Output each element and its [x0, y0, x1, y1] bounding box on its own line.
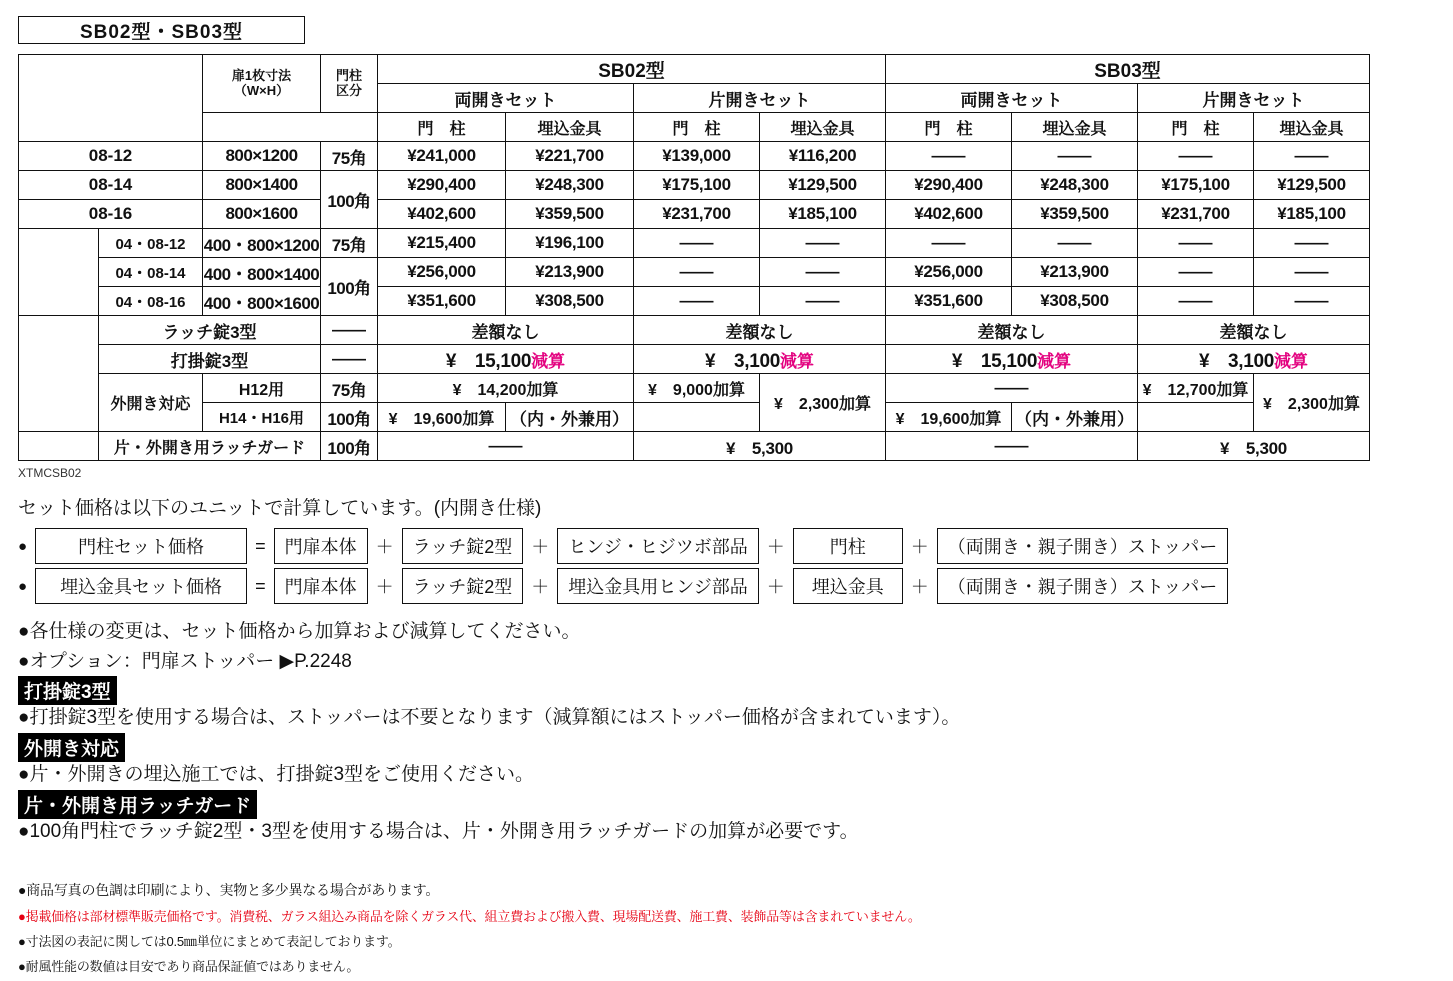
row-post-class: 100角: [321, 171, 378, 229]
cell-price: ¥129,500: [760, 171, 886, 200]
header-door-size: 扉1枚寸法 （W×H）: [203, 55, 321, 113]
note-line-5: ●100角門柱でラッチ錠2型・3型を使用する場合は、片・外開き用ラッチガードの加算が必要です。: [18, 821, 859, 842]
cell-price: ¥175,100: [1138, 171, 1254, 200]
formula-plus: ＋: [766, 537, 785, 557]
row-name: 片・外開き用ラッチガード: [99, 432, 321, 461]
cell-price: ¥231,700: [1138, 200, 1254, 229]
cell-price: ——: [1012, 229, 1138, 258]
cell-value: 差額なし: [634, 316, 886, 345]
cell-price: ¥213,900: [1012, 258, 1138, 287]
tag-latch-guard: 片・外開き用ラッチガード: [18, 790, 257, 819]
row-name: 04・08-14: [99, 258, 203, 287]
footnote-item: ●商品写真の色調は印刷により、実物と多少異なる場合があります。: [18, 882, 440, 898]
row-post-class: ——: [321, 316, 378, 345]
header-sb03-single-embed: 埋込金具: [1254, 113, 1370, 142]
cell-price: ¥175,100: [634, 171, 760, 200]
formula-part: 門扉本体: [274, 568, 368, 604]
cell-price: ¥139,000: [634, 142, 760, 171]
cell-price: ¥213,900: [506, 258, 634, 287]
set-price-lead: セット価格は以下のユニットで計算しています。(内開き仕様): [18, 498, 542, 519]
footnote-item: ●掲載価格は部材標準販売価格です。消費税、ガラス組込み商品を除くガラス代、組立費および搬入費、現場配送費、施工費、装飾品等は含まれていません。: [18, 909, 921, 924]
row-post-class: 75角: [321, 142, 378, 171]
note-line-1: ●各仕様の変更は、セット価格から加算および減算してください。: [18, 621, 581, 642]
formula-plus: ＋: [766, 577, 785, 597]
formula-embed-set: [18, 568, 1228, 604]
cell-price: ¥351,600: [886, 287, 1012, 316]
table-row: [19, 229, 1370, 258]
table-header-row-1: [19, 55, 1370, 84]
formula-plus: ＋: [531, 577, 550, 597]
cell-price: ¥185,100: [760, 200, 886, 229]
cell-price: ——: [760, 258, 886, 287]
row-size: 800×1200: [203, 142, 321, 171]
row-post-class: 100角: [321, 258, 378, 316]
cell-note: （内・外兼用）: [506, 403, 634, 432]
header-name: 呼 称: [19, 55, 203, 142]
cell-price: ¥402,600: [886, 200, 1012, 229]
cell-price: ——: [634, 287, 760, 316]
cell-value: ¥ 14,200加算: [378, 374, 634, 403]
cell-value: [1138, 345, 1370, 374]
cell-value: ——: [378, 432, 634, 461]
formula-part: 埋込金具: [793, 568, 903, 604]
cell-price: ——: [1254, 142, 1370, 171]
footnote-item: ●耐風性能の数値は目安であり商品保証値ではありません。: [18, 959, 360, 974]
header-sb03: SB03型: [886, 55, 1370, 84]
row-post-class: 100角: [321, 432, 378, 461]
cell-price: ¥359,500: [506, 200, 634, 229]
cell-price: ¥351,600: [378, 287, 506, 316]
row-size: 400・800×1600: [203, 287, 321, 316]
formula-plus: ＋: [531, 537, 550, 557]
cell-value: ¥ 2,300加算: [1254, 374, 1370, 432]
cell-price: ¥256,000: [378, 258, 506, 287]
cell-price: ——: [1254, 229, 1370, 258]
header-sb03-single: 片開きセット: [1138, 84, 1370, 113]
row-name: H12用: [203, 374, 321, 403]
header-blank: [203, 113, 378, 142]
row-post-class: ——: [321, 345, 378, 374]
formula-label: 埋込金具セット価格: [35, 568, 247, 604]
header-sb03-double-embed: 埋込金具: [1012, 113, 1138, 142]
row-post-class: 75角: [321, 374, 378, 403]
row-post-class: 75角: [321, 229, 378, 258]
cell-price: ¥290,400: [886, 171, 1012, 200]
cell-price: ¥359,500: [1012, 200, 1138, 229]
footnote-item: ●寸法図の表記に関しては0.5㎜単位にまとめて表記しております。: [18, 934, 401, 949]
table-header-row-3: [19, 113, 1370, 142]
tag-uchikake: 打掛錠3型: [18, 676, 117, 705]
cell-value: ¥ 5,300: [1138, 432, 1370, 461]
row-name: 08-14: [19, 171, 203, 200]
cell-amount: ¥ 3,100: [704, 350, 780, 372]
row-group-oyako: 親 子: [19, 229, 99, 316]
cell-price: ——: [634, 229, 760, 258]
table-row: [19, 287, 1370, 316]
cell-value: ¥ 12,700加算: [1138, 374, 1254, 403]
formula-part: （両開き・親子開き）ストッパー: [937, 528, 1228, 564]
cell-amount: ¥ 15,100: [445, 350, 532, 372]
cell-price: ——: [886, 229, 1012, 258]
table-row: [19, 258, 1370, 287]
cell-value: 差額なし: [1138, 316, 1370, 345]
formula-part: ラッチ錠2型: [402, 528, 524, 564]
cell-price: ——: [1138, 258, 1254, 287]
cell-suffix: 減算: [780, 351, 814, 371]
row-size: 400・800×1200: [203, 229, 321, 258]
note-line-4: ●片・外開きの埋込施工では、打掛錠3型をご使用ください。: [18, 764, 535, 785]
cell-price: ¥116,200: [760, 142, 886, 171]
formula-part: 埋込金具用ヒンジ部品: [557, 568, 759, 604]
cell-price: ——: [1138, 142, 1254, 171]
product-code: XTMCSB02: [18, 466, 82, 480]
cell-price: ¥221,700: [506, 142, 634, 171]
row-post-class: 100角: [321, 403, 378, 432]
cell-price: ——: [760, 287, 886, 316]
cell-price: ¥185,100: [1254, 200, 1370, 229]
cell-value: [378, 345, 634, 374]
header-post-class: 門柱 区分: [321, 55, 378, 113]
cell-amount: ¥ 3,100: [1198, 350, 1274, 372]
bullet-icon: ●: [18, 537, 28, 555]
cell-price: ¥196,100: [506, 229, 634, 258]
formula-equals: =: [255, 575, 266, 596]
row-name: 打掛錠3型: [99, 345, 321, 374]
table-row: [19, 171, 1370, 200]
cell-price: ——: [760, 229, 886, 258]
table-row: [19, 432, 1370, 461]
row-name: ラッチ錠3型: [99, 316, 321, 345]
cell-price: ¥308,500: [1012, 287, 1138, 316]
row-name: 04・08-16: [99, 287, 203, 316]
cell-price: ¥215,400: [378, 229, 506, 258]
header-sb02-single-post: 門 柱: [634, 113, 760, 142]
table-row: [19, 142, 1370, 171]
formula-plus: ＋: [910, 537, 929, 557]
header-sb03-single-post: 門 柱: [1138, 113, 1254, 142]
formula-plus: ＋: [375, 537, 394, 557]
cell-price: ¥256,000: [886, 258, 1012, 287]
tag-outward: 外開き対応: [18, 733, 125, 762]
table-row: [19, 200, 1370, 229]
table-row: [19, 316, 1370, 345]
cell-value: ——: [886, 374, 1138, 403]
header-sb02: SB02型: [378, 55, 886, 84]
row-name: 08-16: [19, 200, 203, 229]
cell-value: [634, 345, 886, 374]
page-title: SB02型・SB03型: [18, 16, 305, 44]
formula-plus: ＋: [910, 577, 929, 597]
formula-part: 門柱: [793, 528, 903, 564]
cell-price: ¥241,000: [378, 142, 506, 171]
formula-label: 門柱セット価格: [35, 528, 247, 564]
cell-note: （内・外兼用）: [1012, 403, 1138, 432]
formula-plus: ＋: [375, 577, 394, 597]
cell-value: 差額なし: [378, 316, 634, 345]
bullet-icon: ●: [18, 577, 28, 595]
formula-part: ヒンジ・ヒジツボ部品: [557, 528, 759, 564]
row-name: 04・08-12: [99, 229, 203, 258]
price-table: [18, 54, 1370, 461]
row-group-option: 別売品: [19, 432, 99, 461]
cell-price: ——: [1138, 229, 1254, 258]
row-name: 08-12: [19, 142, 203, 171]
cell-price: ¥231,700: [634, 200, 760, 229]
table-row: [19, 374, 1370, 403]
note-line-2: ●オプション：門扉ストッパー ▶P.2248: [18, 651, 352, 672]
cell-value: ¥ 19,600加算: [378, 403, 506, 432]
cell-suffix: 減算: [1037, 351, 1072, 371]
cell-price: ¥290,400: [378, 171, 506, 200]
header-sb02-single-embed: 埋込金具: [760, 113, 886, 142]
cell-price: ——: [1254, 258, 1370, 287]
formula-part: （両開き・親子開き）ストッパー: [937, 568, 1228, 604]
formula-post-set: [18, 528, 1228, 564]
row-size: 400・800×1400: [203, 258, 321, 287]
cell-value: ¥ 5,300: [634, 432, 886, 461]
note-line-3: ●打掛錠3型を使用する場合は、ストッパーは不要となります（減算額にはストッパー価格が含まれています）。: [18, 707, 961, 728]
cell-price: ——: [1012, 142, 1138, 171]
cell-price: ¥129,500: [1254, 171, 1370, 200]
cell-suffix: 減算: [1274, 351, 1308, 371]
row-group-outward: 外開き対応: [99, 374, 203, 432]
cell-suffix: 減算: [531, 351, 566, 371]
cell-value: ¥ 19,600加算: [886, 403, 1012, 432]
cell-value: ¥ 2,300加算: [760, 374, 886, 432]
cell-price: ——: [1254, 287, 1370, 316]
header-sb03-double: 両開きセット: [886, 84, 1138, 113]
cell-value: [886, 345, 1138, 374]
cell-value: ¥ 9,000加算: [634, 374, 760, 403]
cell-price: ——: [886, 142, 1012, 171]
cell-value: ——: [886, 432, 1138, 461]
cell-price: ¥308,500: [506, 287, 634, 316]
table-row: [19, 345, 1370, 374]
cell-price: ¥248,300: [506, 171, 634, 200]
formula-equals: =: [255, 535, 266, 556]
header-sb02-double-embed: 埋込金具: [506, 113, 634, 142]
row-name: H14・H16用: [203, 403, 321, 432]
cell-price: ——: [634, 258, 760, 287]
cell-price: ¥402,600: [378, 200, 506, 229]
row-size: 800×1400: [203, 171, 321, 200]
footnotes: [18, 880, 921, 981]
formula-part: 門扉本体: [274, 528, 368, 564]
formula-part: ラッチ錠2型: [402, 568, 524, 604]
row-size: 800×1600: [203, 200, 321, 229]
cell-price: ——: [1138, 287, 1254, 316]
header-sb02-double: 両開きセット: [378, 84, 634, 113]
header-sb03-double-post: 門 柱: [886, 113, 1012, 142]
cell-price: ¥248,300: [1012, 171, 1138, 200]
cell-amount: ¥ 15,100: [951, 350, 1038, 372]
header-sb02-double-post: 門 柱: [378, 113, 506, 142]
row-group-select: 選 択: [19, 316, 99, 432]
table-row: [19, 403, 1370, 432]
cell-value: 差額なし: [886, 316, 1138, 345]
header-sb02-single: 片開きセット: [634, 84, 886, 113]
